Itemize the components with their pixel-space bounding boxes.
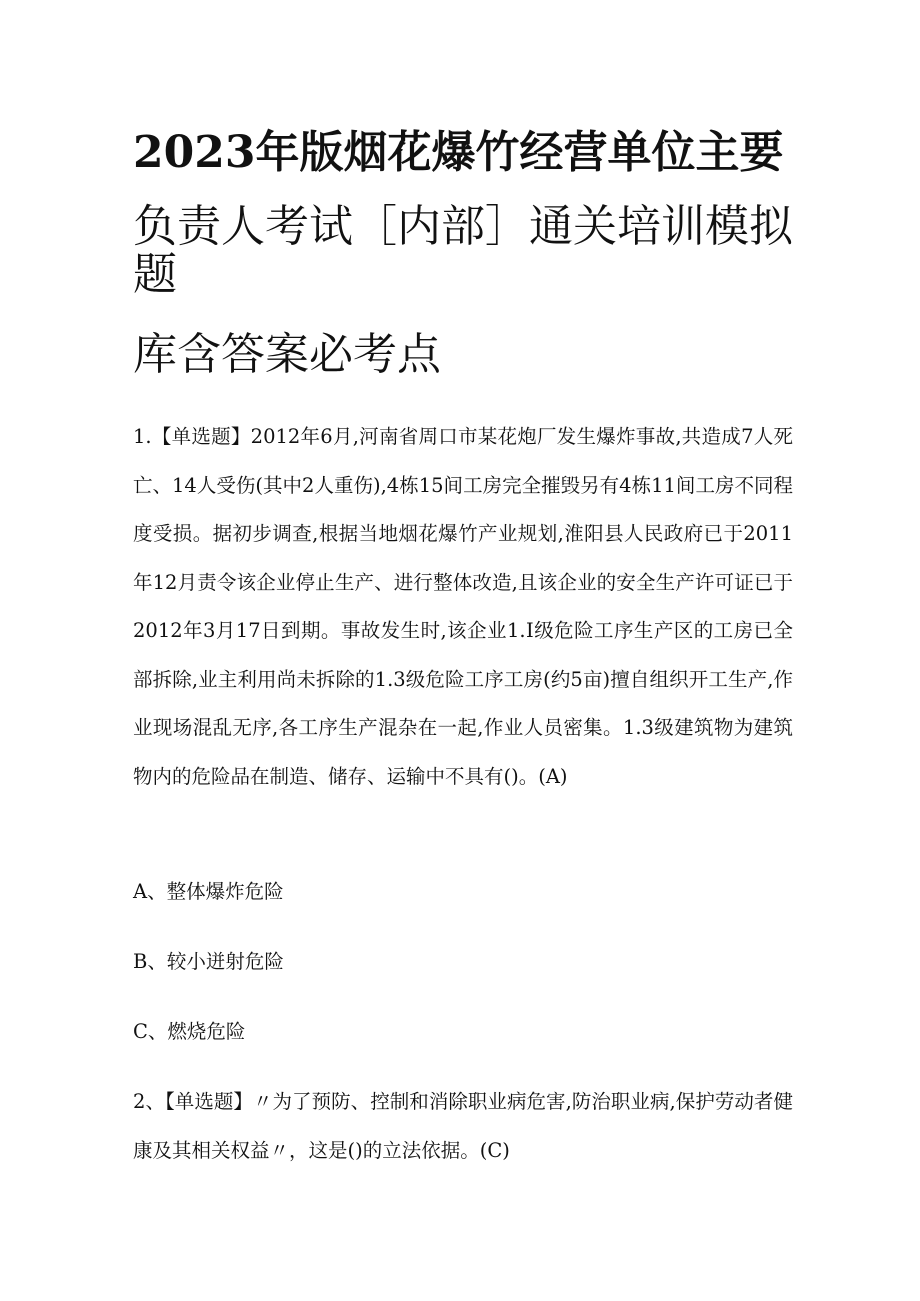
title-line-3: 题 — [133, 249, 177, 300]
title-line-2: 负责人考试［内部］通关培训模拟 — [133, 201, 793, 252]
question-1 — [133, 413, 793, 801]
question-2 — [133, 1078, 793, 1175]
question-1-text: 1.【单选题】2012年6月,河南省周口市某花炮厂发生爆炸事故,共造成7人死亡、14人受伤(其中2人重伤),4栋15间工房完全摧毁另有4栋11间工房不同程度受损。据初步调查,根据当地烟花爆竹产业规划,淮阳县人民政府已于2011年12月责令该企业停止生产、进行整体改造,且该企业的安全生产许可证已于2012年3月17日到期。事故发生时,该企业1.Ⅰ级危险工序生产区的工房已全部拆除,业主利用尚未拆除的1.3级危险工序工房(约5亩)擅自组织开工生产,作业现场混乱无序,各工序生产混杂在一起,作业人员密集。1.3级建筑物为建筑物内的危险品在制造、储存、运输中不具有()。(A) — [133, 425, 793, 788]
question-1-option-c: C、燃烧危险 — [133, 1020, 246, 1043]
question-1-option-b: B、较小迸射危险 — [133, 950, 284, 973]
question-2-text: 2、【单选题】〃为了预防、控制和消除职业病危害,防治职业病,保护劳动者健康及其相关权益〃，这是()的立法依据。(C) — [133, 1090, 793, 1162]
question-1-option-a: A、整体爆炸危险 — [133, 880, 284, 903]
title-line-4: 库含答案必考点 — [133, 329, 441, 380]
title-line-1: 2023年版烟花爆竹经营单位主要 — [133, 127, 784, 178]
